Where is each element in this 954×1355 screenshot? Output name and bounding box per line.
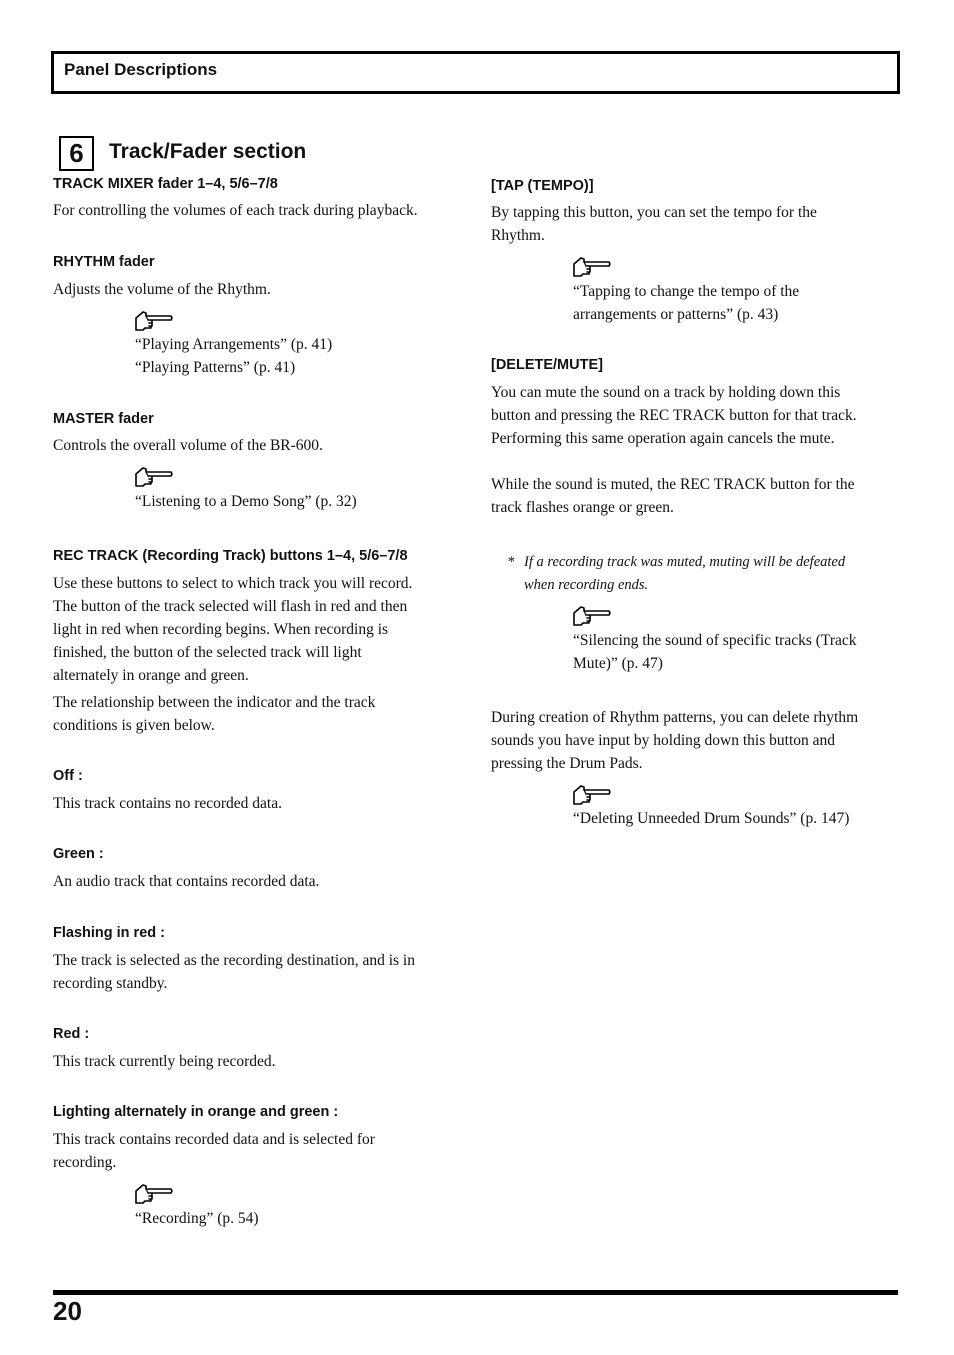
red-heading: Red : — [53, 1026, 90, 1042]
off-text: This track contains no recorded data. — [53, 795, 282, 812]
pointing-hand-icon — [573, 605, 611, 627]
reference-link[interactable]: Mute)” (p. 47) — [573, 655, 663, 672]
text-line: Performing this same operation again cancels the mute. — [491, 430, 835, 447]
rec-track-text — [53, 572, 412, 687]
reference-link[interactable]: “Recording” (p. 54) — [135, 1210, 259, 1227]
text-line: While the sound is muted, the REC TRACK button for the — [491, 476, 855, 493]
delete-mute-text-3 — [491, 706, 858, 775]
alternate-heading: Lighting alternately in orange and green : — [53, 1104, 339, 1120]
header-bar — [51, 51, 900, 94]
master-fader-text: Controls the overall volume of the BR-600. — [53, 437, 323, 454]
section-title: Track/Fader section — [109, 140, 307, 163]
text-line: recording. — [53, 1154, 117, 1171]
note-asterisk: * — [507, 554, 515, 570]
rhythm-fader-refs — [135, 333, 332, 379]
text-line: This track contains recorded data and is selected for — [53, 1131, 375, 1148]
note-text — [524, 551, 845, 597]
delete-mute-refs — [573, 629, 857, 675]
off-heading: Off : — [53, 768, 83, 784]
reference-link[interactable]: arrangements or patterns” (p. 43) — [573, 306, 779, 323]
flashing-text — [53, 949, 415, 995]
track-mixer-text: For controlling the volumes of each track during playback. — [53, 202, 418, 219]
header-title: Panel Descriptions — [64, 60, 218, 79]
text-line: The button of the track selected will flash in red and then — [53, 598, 408, 615]
track-mixer-heading: TRACK MIXER fader 1–4, 5/6–7/8 — [53, 176, 278, 192]
rec-track-heading: REC TRACK (Recording Track) buttons 1–4, 5/6–7/8 — [53, 548, 408, 564]
red-text: This track currently being recorded. — [53, 1053, 276, 1070]
master-fader-refs — [135, 490, 357, 513]
text-line: button and pressing the REC TRACK button for that track. — [491, 407, 857, 424]
text-line: You can mute the sound on a track by holding down this — [491, 384, 841, 401]
text-line: By tapping this button, you can set the tempo for the — [491, 204, 817, 221]
text-line: The track is selected as the recording destination, and is in — [53, 952, 415, 969]
text-line: recording standby. — [53, 975, 168, 992]
text-line: During creation of Rhythm patterns, you can delete rhythm — [491, 709, 859, 726]
reference-link[interactable]: “Listening to a Demo Song” (p. 32) — [135, 493, 357, 510]
green-heading: Green : — [53, 846, 104, 862]
section-number: 6 — [59, 136, 94, 171]
pointing-hand-icon — [573, 784, 611, 806]
text-line: finished, the button of the selected track will light — [53, 644, 362, 661]
master-fader-heading: MASTER fader — [53, 411, 154, 427]
pointing-hand-icon — [573, 256, 611, 278]
text-line: Rhythm. — [491, 227, 545, 244]
alternate-text — [53, 1128, 375, 1174]
page-number: 20 — [53, 1296, 82, 1326]
reference-link[interactable]: “Deleting Unneeded Drum Sounds” (p. 147) — [573, 810, 850, 827]
text-line: If a recording track was muted, muting will be defeated — [524, 554, 846, 570]
tap-text — [491, 201, 817, 247]
text-line: light in red when recording begins. When recording is — [53, 621, 389, 638]
delete-mute-refs-2 — [573, 807, 849, 830]
pointing-hand-icon — [135, 466, 173, 488]
tap-heading: [TAP (TEMPO)] — [491, 178, 594, 194]
pointing-hand-icon — [135, 1183, 173, 1205]
pointing-hand-icon — [135, 310, 173, 332]
delete-mute-heading: [DELETE/MUTE] — [491, 357, 603, 373]
alternate-refs — [135, 1207, 259, 1230]
text-line: sounds you have input by holding down this button and — [491, 732, 836, 749]
rec-track-text-2 — [53, 691, 375, 737]
green-text: An audio track that contains recorded data. — [53, 873, 320, 890]
footer-rule — [53, 1290, 898, 1295]
text-line: The relationship between the indicator and the track — [53, 694, 376, 711]
delete-mute-text — [491, 381, 857, 450]
delete-mute-text-2 — [491, 473, 855, 519]
rhythm-fader-text: Adjusts the volume of the Rhythm. — [53, 281, 271, 298]
reference-link[interactable]: “Tapping to change the tempo of the — [573, 283, 800, 300]
reference-link[interactable]: “Playing Arrangements” (p. 41) — [135, 336, 333, 353]
text-line: alternately in orange and green. — [53, 667, 249, 684]
text-line: pressing the Drum Pads. — [491, 755, 643, 772]
text-line: Use these buttons to select to which track you will record. — [53, 575, 413, 592]
tap-refs — [573, 280, 799, 326]
reference-link[interactable]: “Playing Patterns” (p. 41) — [135, 359, 296, 376]
reference-link[interactable]: “Silencing the sound of specific tracks (Track — [573, 632, 857, 649]
text-line: conditions is given below. — [53, 717, 215, 734]
text-line: track flashes orange or green. — [491, 499, 674, 516]
flashing-heading: Flashing in red : — [53, 925, 165, 941]
rhythm-fader-heading: RHYTHM fader — [53, 254, 155, 270]
text-line: when recording ends. — [524, 577, 649, 593]
